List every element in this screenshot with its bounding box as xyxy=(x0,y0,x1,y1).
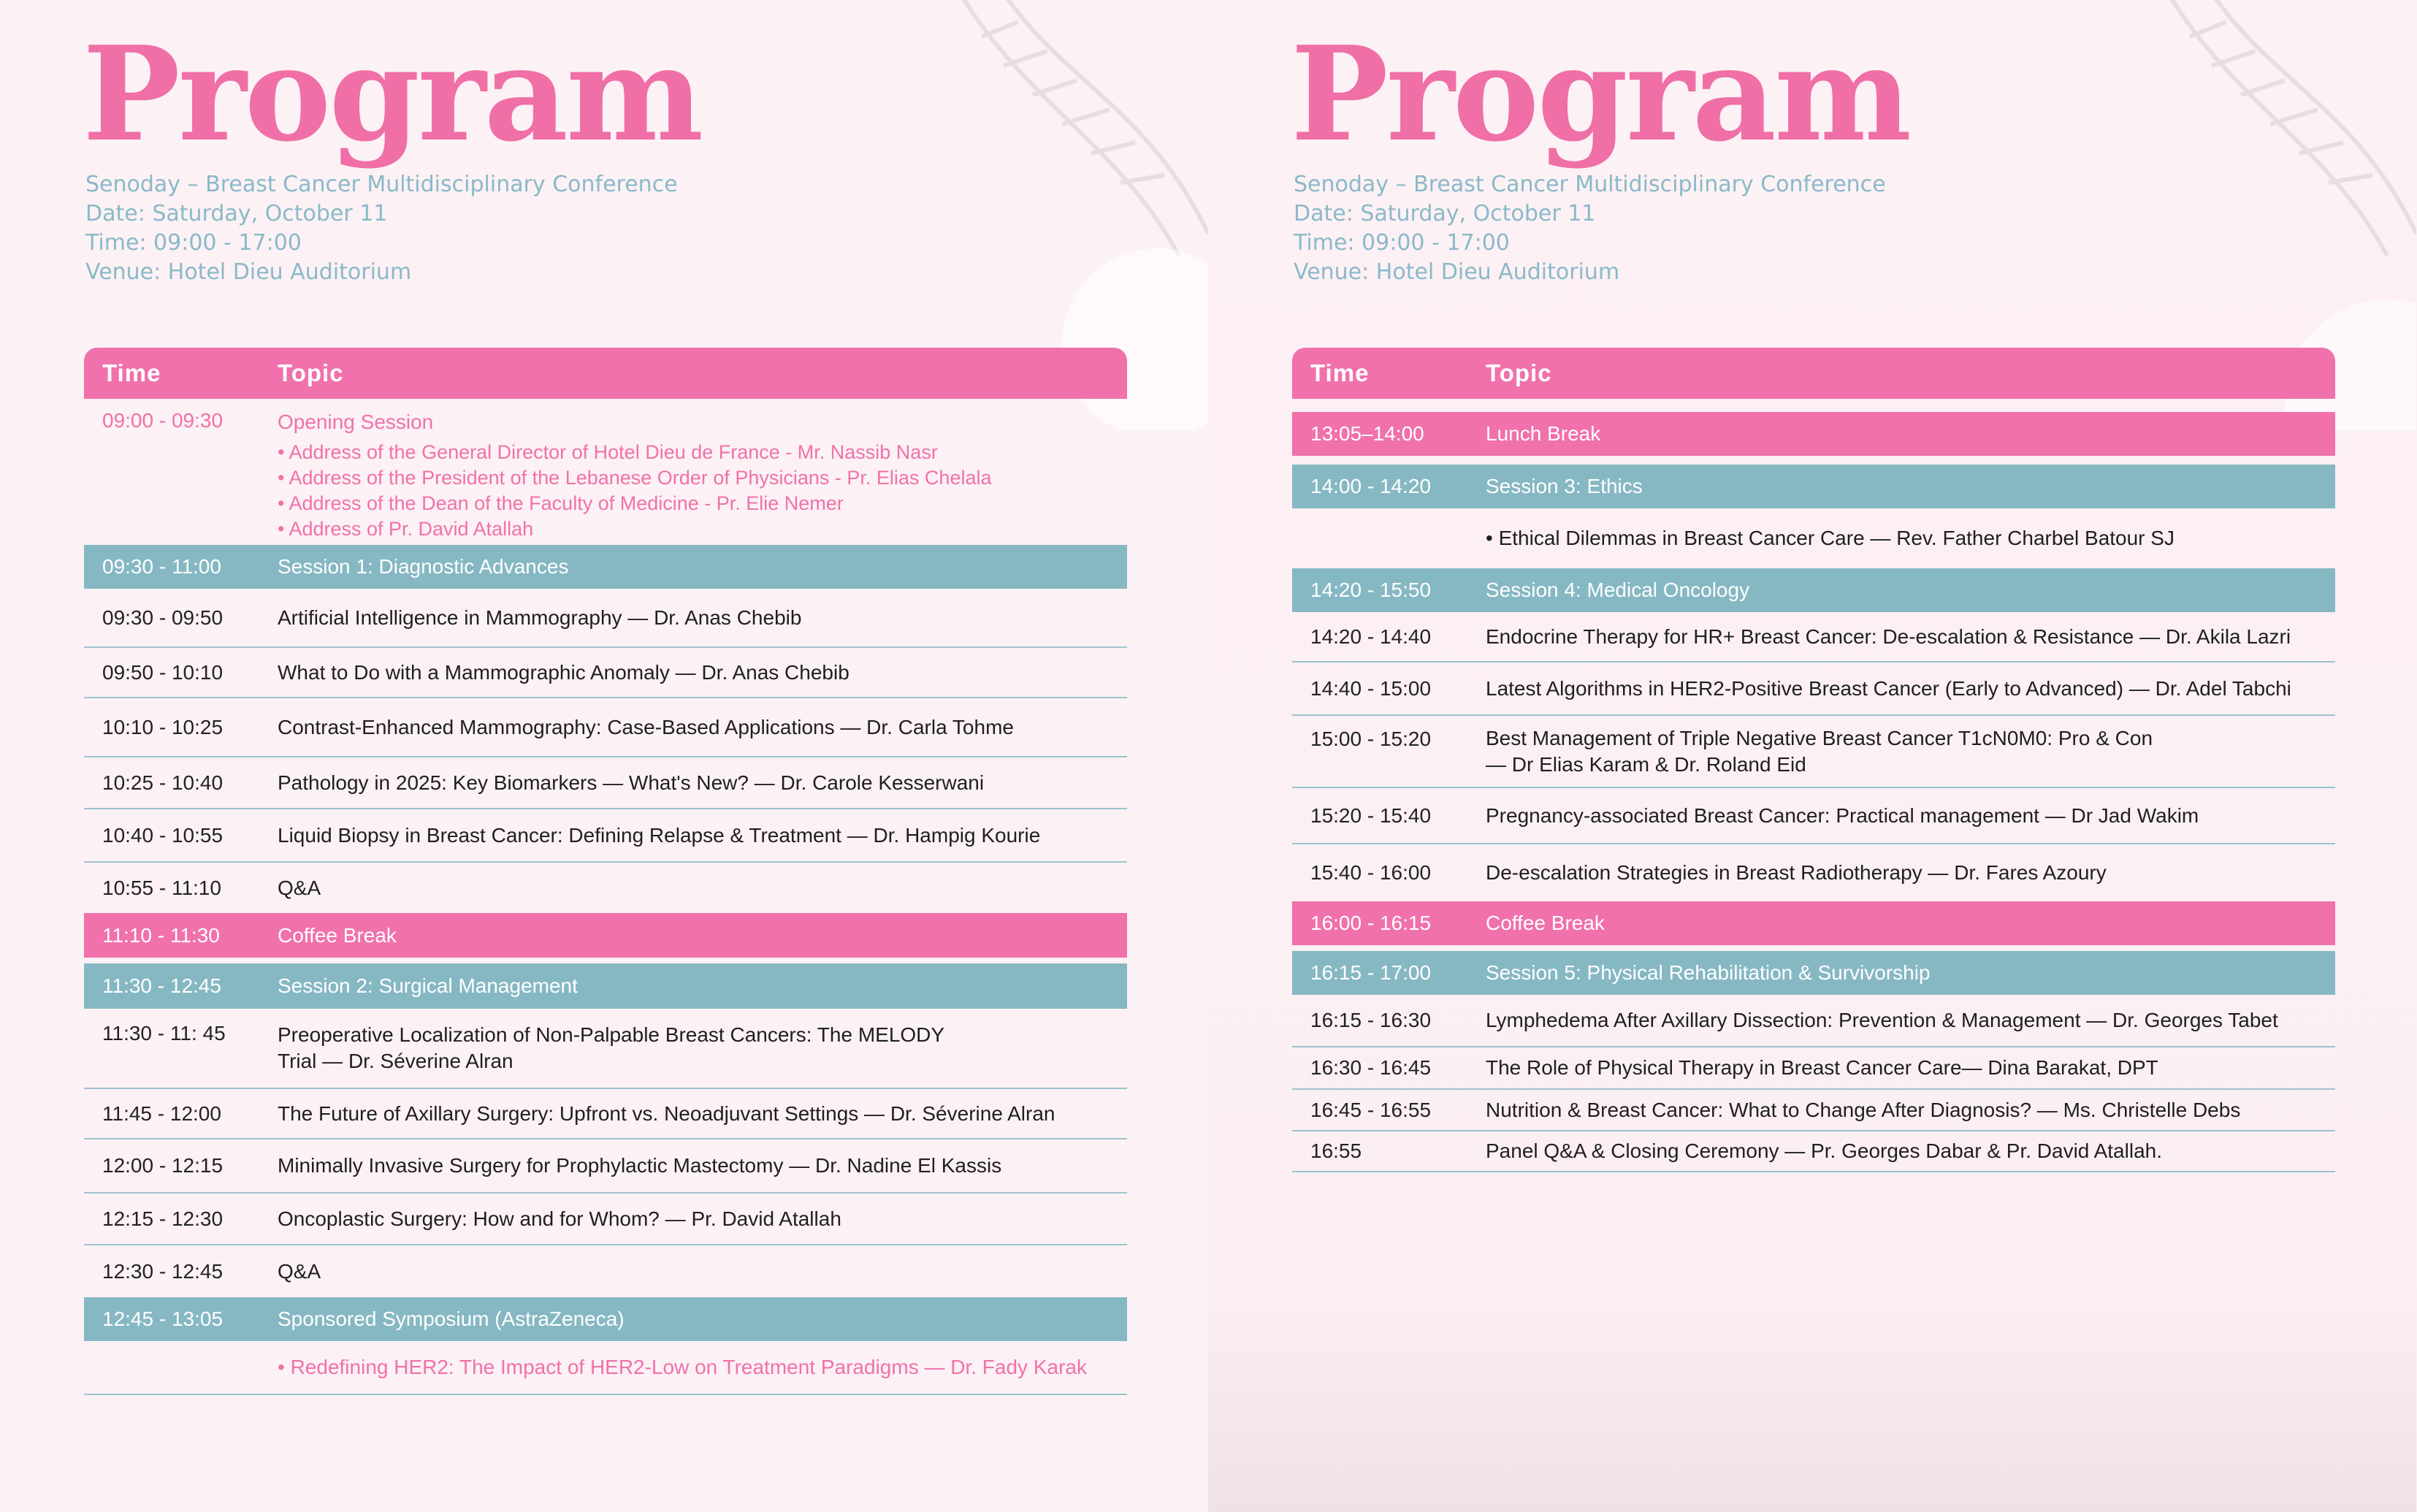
row-time: 10:10 - 10:25 xyxy=(102,715,224,738)
table-row xyxy=(84,757,1127,809)
row-topic: • Redefining HER2: The Impact of HER2-Low on Treatment Paradigms — Dr. Fady Karak xyxy=(278,1356,1087,1378)
row-time: 10:25 - 10:40 xyxy=(102,771,224,794)
table-row xyxy=(84,1139,1127,1194)
row-topic: Session 3: Ethics xyxy=(1486,475,1643,497)
row-topic: Liquid Biopsy in Breast Cancer: Defining Relapse & Treatment — Dr. Hampig Kourie xyxy=(278,823,1041,847)
row-topic: • Ethical Dilemmas in Breast Cancer Care — Rev. Father Charbel Batour SJ xyxy=(1486,527,2174,549)
table-row xyxy=(84,863,1127,913)
row-topic-continued: — Dr Elias Karam & Dr. Roland Eid xyxy=(1486,752,1806,776)
row-time: 11:10 - 11:30 xyxy=(102,923,220,947)
page-title: Program xyxy=(83,18,702,170)
column-header-topic: Topic xyxy=(1486,359,1552,386)
row-topic: De-escalation Strategies in Breast Radiotherapy — Dr. Fares Azoury xyxy=(1486,861,2107,884)
row-topic: Artificial Intelligence in Mammography — Dr. Anas Chebib xyxy=(278,606,802,629)
table-row xyxy=(84,1341,1127,1395)
event-info xyxy=(85,170,678,287)
row-time: 11:45 - 12:00 xyxy=(102,1101,221,1125)
row-time: 14:00 - 14:20 xyxy=(1310,475,1432,497)
break-band xyxy=(1292,901,2335,945)
table-row xyxy=(1292,1090,2335,1131)
row-time: 16:30 - 16:45 xyxy=(1310,1056,1432,1079)
list-item: • Address of the General Director of Hotel Dieu de France - Mr. Nassib Nasr xyxy=(278,441,938,463)
session-band xyxy=(84,963,1127,1009)
break-band xyxy=(84,913,1127,958)
table-row xyxy=(1292,612,2335,663)
break-band xyxy=(1292,412,2335,456)
row-time: 09:30 - 11:00 xyxy=(102,555,221,578)
row-time: 09:30 - 09:50 xyxy=(102,606,224,629)
row-topic-continued: Trial — Dr. Séverine Alran xyxy=(278,1050,513,1072)
row-time: 15:00 - 15:20 xyxy=(1310,728,1432,750)
column-header-topic: Topic xyxy=(278,359,344,386)
row-time: 16:00 - 16:15 xyxy=(1310,912,1432,934)
event-venue: Venue: Hotel Dieu Auditorium xyxy=(1294,259,1620,285)
table-row xyxy=(1292,788,2335,844)
row-topic: Q&A xyxy=(278,1259,321,1283)
list-item: • Address of the Dean of the Faculty of Medicine - Pr. Elie Nemer xyxy=(278,492,844,514)
row-time: 09:50 - 10:10 xyxy=(102,660,224,684)
row-topic: Sponsored Symposium (AstraZeneca) xyxy=(278,1307,625,1330)
row-time: 10:40 - 10:55 xyxy=(102,823,224,847)
list-item: • Address of the President of the Lebanese Order of Physicians - Pr. Elias Chelala xyxy=(278,467,992,489)
page-title: Program xyxy=(1291,18,1910,170)
event-date: Date: Saturday, October 11 xyxy=(1294,201,1596,226)
row-topic: Coffee Break xyxy=(278,923,397,947)
row-topic: Latest Algorithms in HER2-Positive Breast Cancer (Early to Advanced) — Dr. Adel Tabchi xyxy=(1486,676,2291,700)
table-row xyxy=(84,648,1127,698)
table-row xyxy=(84,809,1127,863)
opening-session-row xyxy=(84,399,1127,545)
row-topic: Best Management of Triple Negative Breast Cancer T1cN0M0: Pro & Con xyxy=(1486,726,2153,749)
opening-addresses xyxy=(278,440,1120,542)
session-time: 09:00 - 09:30 xyxy=(102,409,224,432)
column-header-time: Time xyxy=(102,359,161,386)
table-row xyxy=(1292,716,2335,788)
table-row xyxy=(84,1194,1127,1245)
row-time: 15:20 - 15:40 xyxy=(1310,803,1432,827)
schedule-table-right xyxy=(1292,348,2335,1172)
row-time: 10:55 - 11:10 xyxy=(102,876,221,899)
conference-name: Senoday – Breast Cancer Multidisciplinary Conference xyxy=(85,172,678,197)
row-topic: Endocrine Therapy for HR+ Breast Cancer: De-escalation & Resistance — Dr. Akila Lazri xyxy=(1486,625,2291,648)
session-band xyxy=(1292,465,2335,508)
row-time: 14:40 - 15:00 xyxy=(1310,676,1432,700)
table-row xyxy=(1292,1131,2335,1172)
session-title: Opening Session xyxy=(278,411,434,433)
table-row xyxy=(1292,995,2335,1047)
row-topic: Lunch Break xyxy=(1486,422,1601,445)
table-row xyxy=(84,698,1127,757)
table-header xyxy=(1292,348,2335,399)
row-time: 12:45 - 13:05 xyxy=(102,1307,224,1330)
row-time: 14:20 - 14:40 xyxy=(1310,625,1432,648)
row-topic: Coffee Break xyxy=(1486,912,1605,934)
row-topic: Panel Q&A & Closing Ceremony — Pr. Georges Dabar & Pr. David Atallah. xyxy=(1486,1139,2162,1162)
event-date: Date: Saturday, October 11 xyxy=(85,201,388,226)
event-time: Time: 09:00 - 17:00 xyxy=(85,230,302,256)
table-row xyxy=(84,589,1127,648)
column-header-time: Time xyxy=(1310,359,1370,386)
row-topic: Preoperative Localization of Non-Palpable Breast Cancers: The MELODY xyxy=(278,1023,945,1046)
row-topic: Pregnancy-associated Breast Cancer: Practical management — Dr Jad Wakim xyxy=(1486,803,2199,827)
row-time: 13:05–14:00 xyxy=(1310,422,1424,445)
row-time: 12:30 - 12:45 xyxy=(102,1259,224,1283)
table-row xyxy=(84,1245,1127,1297)
schedule-table-left xyxy=(84,348,1127,1395)
event-time: Time: 09:00 - 17:00 xyxy=(1294,230,1510,256)
program-page-right xyxy=(1208,0,2416,1512)
row-topic: Session 1: Diagnostic Advances xyxy=(278,555,569,578)
row-time: 15:40 - 16:00 xyxy=(1310,861,1432,884)
program-page-left xyxy=(0,0,1208,1512)
row-topic: The Future of Axillary Surgery: Upfront vs. Neoadjuvant Settings — Dr. Séverine Alran xyxy=(278,1101,1055,1125)
row-topic: The Role of Physical Therapy in Breast Cancer Care— Dina Barakat, DPT xyxy=(1486,1056,2158,1079)
row-time: 12:15 - 12:30 xyxy=(102,1207,224,1230)
row-topic: Nutrition & Breast Cancer: What to Change After Diagnosis? — Ms. Christelle Debs xyxy=(1486,1098,2241,1121)
event-venue: Venue: Hotel Dieu Auditorium xyxy=(85,259,412,285)
row-time: 16:15 - 17:00 xyxy=(1310,961,1432,984)
row-topic: Pathology in 2025: Key Biomarkers — What's New? — Dr. Carole Kesserwani xyxy=(278,771,985,794)
row-time: 16:55 xyxy=(1310,1139,1362,1162)
table-row xyxy=(1292,508,2335,568)
table-row xyxy=(1292,663,2335,716)
row-topic: Session 2: Surgical Management xyxy=(278,974,578,997)
table-row xyxy=(84,1089,1127,1139)
row-time: 11:30 - 11: 45 xyxy=(102,1022,226,1045)
table-row xyxy=(1292,844,2335,901)
event-info xyxy=(1294,170,1886,287)
row-topic: Lymphedema After Axillary Dissection: Prevention & Management — Dr. Georges Tabet xyxy=(1486,1009,2278,1031)
list-item: • Address of Pr. David Atallah xyxy=(278,518,534,540)
table-header xyxy=(84,348,1127,399)
row-time: 16:45 - 16:55 xyxy=(1310,1098,1432,1121)
row-topic: Contrast-Enhanced Mammography: Case-Based Applications — Dr. Carla Tohme xyxy=(278,715,1014,738)
conference-name: Senoday – Breast Cancer Multidisciplinary Conference xyxy=(1294,172,1886,197)
row-time: 14:20 - 15:50 xyxy=(1310,579,1432,601)
row-topic: Q&A xyxy=(278,876,321,899)
row-topic: Minimally Invasive Surgery for Prophylactic Mastectomy — Dr. Nadine El Kassis xyxy=(278,1154,1002,1177)
row-time: 16:15 - 16:30 xyxy=(1310,1009,1432,1031)
table-row xyxy=(84,1009,1127,1089)
row-time: 11:30 - 12:45 xyxy=(102,974,221,997)
session-band xyxy=(84,1297,1127,1341)
row-topic: Oncoplastic Surgery: How and for Whom? — Pr. David Atallah xyxy=(278,1207,841,1230)
row-time: 12:00 - 12:15 xyxy=(102,1154,224,1177)
row-topic: What to Do with a Mammographic Anomaly — Dr. Anas Chebib xyxy=(278,660,849,684)
row-topic: Session 4: Medical Oncology xyxy=(1486,579,1750,601)
row-topic: Session 5: Physical Rehabilitation & Survivorship xyxy=(1486,961,1931,984)
session-band xyxy=(1292,951,2335,995)
session-band xyxy=(84,545,1127,589)
session-band xyxy=(1292,568,2335,612)
table-row xyxy=(1292,1047,2335,1090)
